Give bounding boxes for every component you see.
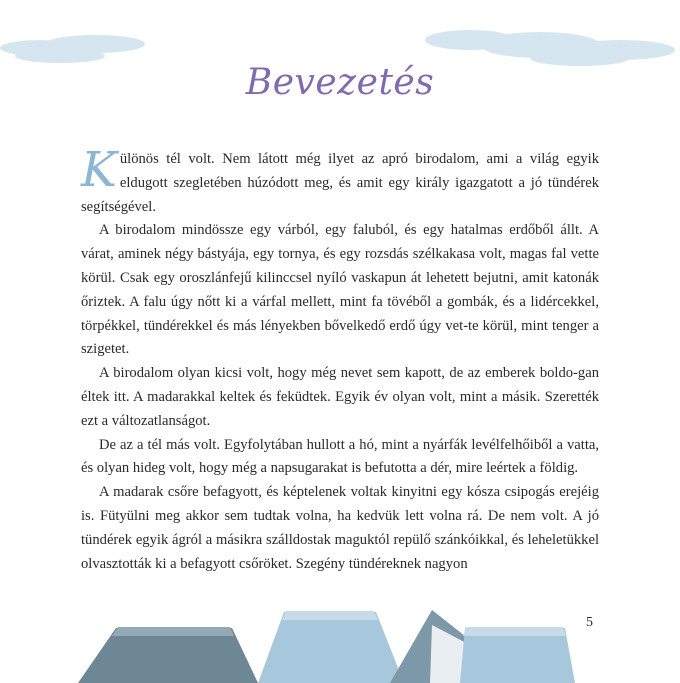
paragraph-2: A birodalom mindössze egy várból, egy faluból, és egy hatalmas erdőből állt. A várat, aminek négy bástyája, egy tornya, és egy rozsdás szélkakasa volt, magas fal vette körül. Csak egy oroszlánfejű kilinccsel nyíló vaskapun át lehetett bejutni, amit katonák őriztek. A falu úgy nőtt ki a várfal mellett, mint fa tövéből a gombák, és a lidércekkel, törpékkel, tündérekkel és más lényekben bővelkedő erdő úgy vet-te körül, mint tenger a szigetet. (81, 222, 599, 358)
cloud-left (0, 35, 145, 63)
roof-far-right (460, 628, 575, 683)
paragraph-4: De az a tél más volt. Egyfolytában hullott a hó, mint a nyárfák levélfelhőiből a vatta, és olyan hideg volt, hogy még a napsugarakat is befutotta a dér, mire leértek a földig. (81, 436, 599, 477)
roof-far-right-top (463, 627, 566, 636)
roof-left-top (112, 627, 234, 636)
roof-left (78, 628, 258, 683)
paragraph-1-text: ülönös tél volt. Nem látott még ilyet az apró birodalom, ami a világ egyik eldugott szegletében húzódott meg, és amit egy király igazgatott a jó tündérek segítségével. (81, 151, 599, 215)
paragraph-1 (81, 142, 599, 219)
chapter-text (81, 142, 599, 576)
house-roofs (78, 610, 575, 683)
cloud-right (425, 30, 675, 66)
paragraph-5: A madarak csőre befagyott, és képtelenek voltak kinyitni egy kósza csipogás erejéig is. Fütyülni meg akkor sem tudtak volna, ha kedvük lett volna rá. De nem volt. A jó tündérek egyik ágról a másikra szálldostak maguktól repülő szánkóikkal, és leheletükkel olvasztották ki a befagyott csőröket. Szegény tündéreknek nagyon (81, 484, 599, 572)
roof-middle-top (282, 611, 378, 620)
page-title: Bevezetés (245, 62, 435, 103)
roof-middle (258, 612, 404, 683)
drop-cap: K (81, 142, 117, 198)
page-number: 5 (586, 615, 593, 630)
paragraph-3: A birodalom olyan kicsi volt, hogy még nevet sem kapott, de az emberek boldo-gan éltek itt. A madarakkal keltek és feküdtek. Egyik év olyan volt, mint a másik. Szerették ezt a változatlanságot. (81, 365, 599, 429)
